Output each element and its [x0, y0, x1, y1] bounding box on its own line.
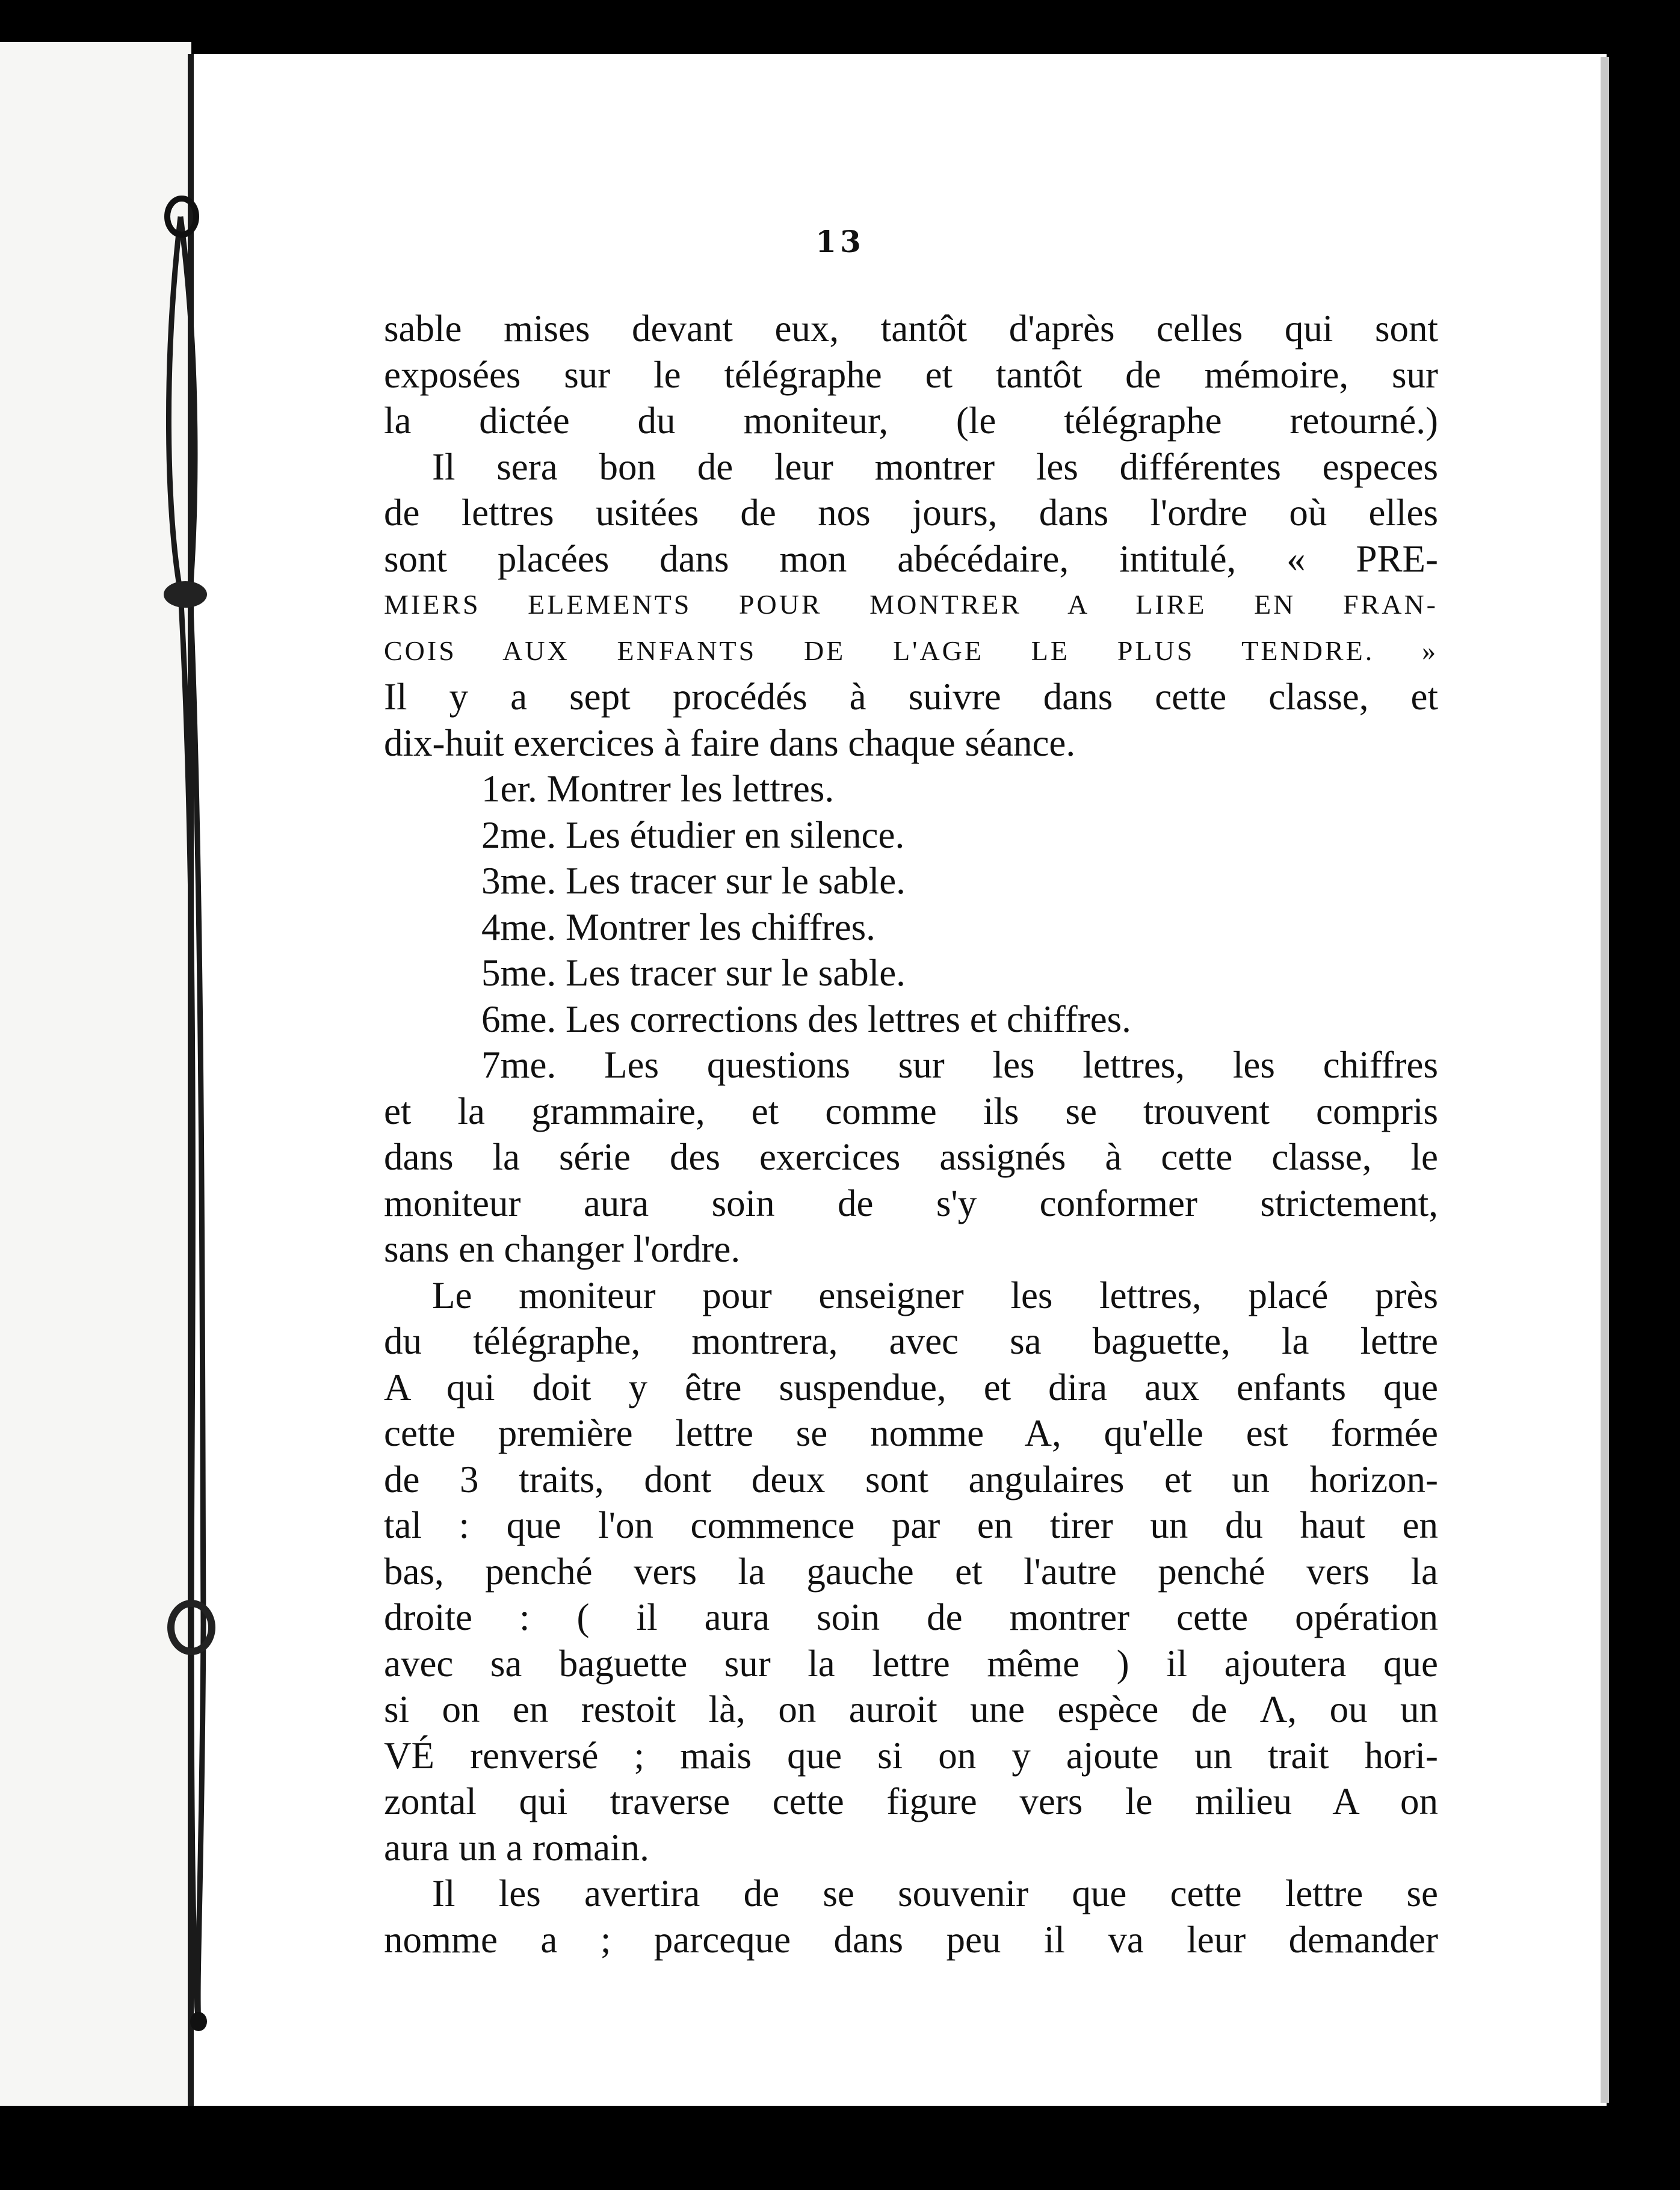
- text-line: si on en restoit là, on auroit une espèce de Λ, ou un: [384, 1688, 1438, 1730]
- text-line: dix-huit exercices à faire dans chaque séance.: [384, 721, 1076, 764]
- text-line: COIS AUX ENFANTS DE L'AGE LE PLUS TENDRE. »: [384, 635, 1438, 666]
- text-line: sont placées dans mon abécédaire, intitulé, « PRE-: [384, 537, 1438, 580]
- text-line: avec sa baguette sur la lettre même ) il ajoutera que: [384, 1642, 1438, 1685]
- text-line: 7me. Les questions sur les lettres, les chiffres: [481, 1044, 1438, 1086]
- text-line: VÉ renversé ; mais que si on y ajoute un trait hori-: [384, 1734, 1438, 1777]
- text-line: et la grammaire, et comme ils se trouvent compris: [384, 1090, 1438, 1132]
- text-line: zontal qui traverse cette figure vers le milieu A on: [384, 1780, 1438, 1822]
- text-line: de 3 traits, dont deux sont angulaires et un horizon-: [384, 1458, 1438, 1501]
- text-line: 4me. Montrer les chiffres.: [481, 905, 876, 948]
- text-line: cette première lettre se nomme A, qu'elle est formée: [384, 1412, 1438, 1454]
- text-line: 6me. Les corrections des lettres et chiffres.: [481, 998, 1131, 1040]
- text-line: 5me. Les tracer sur le sable.: [481, 952, 906, 994]
- text-line: 2me. Les étudier en silence.: [481, 813, 905, 856]
- text-line: 1er. Montrer les lettres.: [481, 768, 835, 810]
- text-line: de lettres usitées de nos jours, dans l'ordre où elles: [384, 492, 1438, 534]
- text-line: du télégraphe, montrera, avec sa baguette, la lettre: [384, 1320, 1438, 1362]
- text-line: droite : ( il aura soin de montrer cette opération: [384, 1596, 1438, 1638]
- binding-knot: [190, 2012, 207, 2031]
- text-line: aura un a romain.: [384, 1826, 649, 1869]
- text-line: moniteur aura soin de s'y conformer strictement,: [384, 1182, 1438, 1224]
- text-line: MIERS ELEMENTS POUR MONTRER A LIRE EN FRAN-: [384, 589, 1438, 620]
- text-line: Il y a sept procédés à suivre dans cette classe, et: [384, 676, 1438, 718]
- page-number: 13: [815, 224, 865, 259]
- binding-knot: [164, 581, 207, 608]
- text-line: nomme a ; parceque dans peu il va leur demander: [384, 1918, 1438, 1961]
- text-line: tal : que l'on commence par en tirer un du haut en: [384, 1504, 1438, 1546]
- text-line: la dictée du moniteur, (le télégraphe retourné.): [384, 399, 1438, 442]
- text-line: sable mises devant eux, tantôt d'après celles qui sont: [384, 307, 1438, 350]
- text-line: bas, penché vers la gauche et l'autre penché vers la: [384, 1550, 1438, 1593]
- text-line: Le moniteur pour enseigner les lettres, placé près: [432, 1274, 1438, 1316]
- text-line: A qui doit y être suspendue, et dira aux enfants que: [384, 1366, 1438, 1408]
- text-line: Il les avertira de se souvenir que cette lettre se: [432, 1872, 1438, 1914]
- text-line: Il sera bon de leur montrer les différentes especes: [432, 445, 1438, 488]
- text-line: 3me. Les tracer sur le sable.: [481, 860, 906, 902]
- text-line: exposées sur le télégraphe et tantôt de mémoire, sur: [384, 353, 1438, 396]
- page-text-block: [384, 306, 1438, 1963]
- text-line: sans en changer l'ordre.: [384, 1228, 741, 1270]
- text-line: dans la série des exercices assignés à cette classe, le: [384, 1136, 1438, 1178]
